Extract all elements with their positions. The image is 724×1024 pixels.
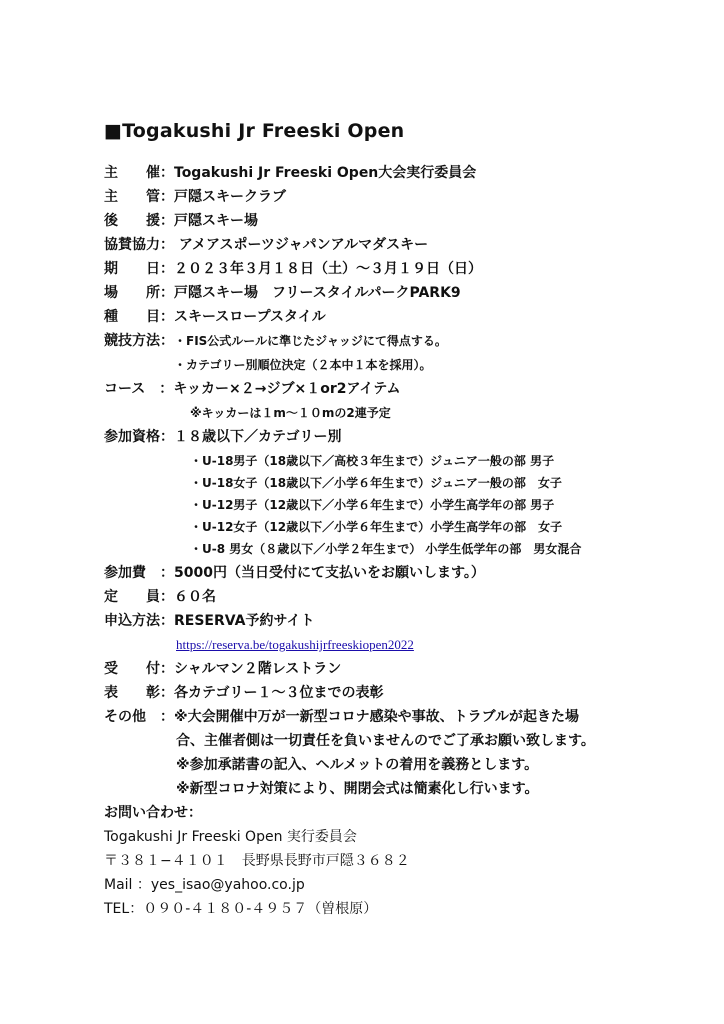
reserva-link-row xyxy=(176,635,414,655)
eligibility-value: １８歳以下／カテゴリー別 xyxy=(174,429,342,445)
awards-value: 各カテゴリー１〜３位までの表彰 xyxy=(174,685,384,701)
competition-line-2: ・カテゴリー別順位決定（２本中１本を採用）。 xyxy=(174,358,432,372)
other-line-3: ※参加承諾書の記入、ヘルメットの着用を義務とします。 xyxy=(176,757,539,773)
category-item: ・U-8 男女（８歳以下／小学２年生まで） 小学生低学年の部 男女混合 xyxy=(190,542,582,556)
row-label: 定 員： xyxy=(104,589,174,605)
row-label: その他 ： xyxy=(104,709,174,725)
row-organizer xyxy=(104,163,476,183)
row-management xyxy=(104,187,286,207)
row-competition xyxy=(104,331,447,351)
contact-address: 〒３８１−４１０１ 長野県長野市戸隠３６８２ xyxy=(104,853,410,869)
row-label: 表 彰： xyxy=(104,685,174,701)
row-value: Togakushi Jr Freeski Open大会実行委員会 xyxy=(174,165,477,181)
fee-value: 5000円（当日受付にて支払いをお願いします。） xyxy=(174,565,485,581)
category-item: ・U-18女子（18歳以下／小学６年生まで）ジュニア一般の部 女子 xyxy=(190,476,562,490)
row-other xyxy=(104,707,579,727)
row-venue xyxy=(104,283,461,303)
row-label: 協賛協力： xyxy=(104,237,174,253)
row-event xyxy=(104,307,326,327)
row-label: 参加資格： xyxy=(104,429,174,445)
contact-tel: TEL：０９０-４１８０-４９５７（曽根原） xyxy=(104,901,378,917)
other-line-4: ※新型コロナ対策により、開閉会式は簡素化し行います。 xyxy=(176,781,539,797)
row-label: 種 目： xyxy=(104,309,174,325)
row-label: コース ： xyxy=(104,381,174,397)
course-line-1: キッカー×２→ジブ×１or2アイテム xyxy=(173,381,401,397)
row-course xyxy=(104,379,401,399)
row-value: ２０２３年３月１８日（土）〜３月１９日（日） xyxy=(174,261,482,277)
competition-line-1: ・FIS公式ルールに準じたジャッジにて得点する。 xyxy=(174,334,447,348)
row-application xyxy=(104,611,315,631)
row-support xyxy=(104,211,258,231)
row-eligibility xyxy=(104,427,341,447)
reserva-link[interactable]: https://reserva.be/togakushijrfreeskiopen2022 xyxy=(176,637,414,652)
row-value: アメアスポーツジャパンアルマダスキー xyxy=(174,237,429,253)
other-line-1: ※大会開催中万が一新型コロナ感染や事故、トラブルが起きた場 xyxy=(174,709,580,725)
other-line-2: 合、主催者側は一切責任を負いませんのでご了承お願い致します。 xyxy=(176,733,595,749)
row-value: 戸隠スキー場 フリースタイルパークPARK9 xyxy=(174,285,461,301)
course-line-2: ※キッカーは１m〜１０mの2連予定 xyxy=(190,406,391,420)
application-value: RESERVA予約サイト xyxy=(174,613,315,629)
row-value: 戸隠スキー場 xyxy=(174,213,258,229)
row-label: 後 援： xyxy=(104,213,174,229)
row-label: 期 日： xyxy=(104,261,174,277)
category-item: ・U-12女子（12歳以下／小学６年生まで）小学生高学年の部 女子 xyxy=(190,520,563,534)
row-label: 申込方法： xyxy=(104,613,174,629)
reception-value: シャルマン２階レストラン xyxy=(174,661,342,677)
row-label: 場 所： xyxy=(104,285,174,301)
row-label: 受 付： xyxy=(104,661,174,677)
row-sponsor xyxy=(104,235,428,255)
category-item: ・U-18男子（18歳以下／高校３年生まで）ジュニア一般の部 男子 xyxy=(190,454,555,468)
row-label: 参加費 ： xyxy=(104,565,174,581)
row-awards xyxy=(104,683,383,703)
row-capacity xyxy=(104,587,216,607)
row-label: 主 管： xyxy=(104,189,174,205)
row-label: 競技方法： xyxy=(104,333,174,349)
contact-mail: Mail ：yes_isao@yahoo.co.jp xyxy=(104,877,305,893)
row-label: 主 催： xyxy=(104,165,174,181)
row-date xyxy=(104,259,482,279)
contact-org: Togakushi Jr Freeski Open 実行委員会 xyxy=(104,829,357,845)
row-fee xyxy=(104,563,485,583)
row-value: スキースロープスタイル xyxy=(174,309,326,325)
row-value: 戸隠スキークラブ xyxy=(174,189,286,205)
capacity-value: ６０名 xyxy=(174,589,216,605)
category-item: ・U-12男子（12歳以下／小学６年生まで）小学生高学年の部 男子 xyxy=(190,498,555,512)
contact-heading: お問い合わせ： xyxy=(104,805,202,821)
document-title: ■Togakushi Jr Freeski Open xyxy=(104,120,405,142)
row-reception xyxy=(104,659,341,679)
